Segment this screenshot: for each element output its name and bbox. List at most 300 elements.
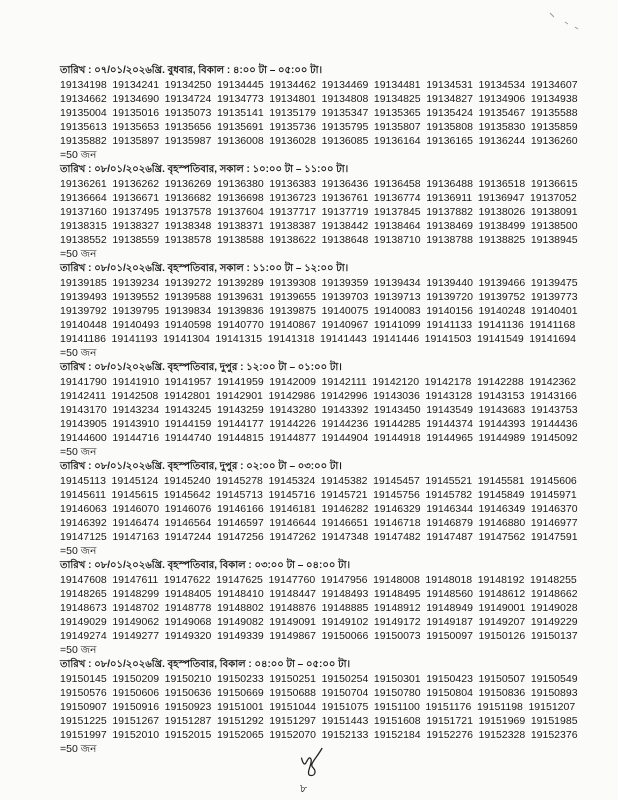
roll-row — [60, 700, 605, 714]
roll-number: 19147608 — [60, 574, 107, 586]
roll-number: 19143392 — [321, 404, 369, 416]
roll-row — [60, 403, 605, 417]
roll-number: 19146063 — [60, 503, 107, 515]
roll-number: 19135016 — [112, 107, 160, 119]
roll-number: 19139773 — [530, 291, 578, 303]
roll-number: 19146166 — [216, 503, 264, 515]
roll-number: 19151969 — [478, 715, 526, 727]
roll-row — [60, 134, 605, 148]
roll-number: 19145971 — [530, 489, 577, 501]
roll-number: 19141790 — [60, 376, 107, 388]
roll-number: 19145581 — [477, 475, 525, 487]
roll-number: 19139875 — [269, 305, 316, 317]
roll-number: 19139440 — [426, 277, 473, 289]
roll-number: 19150145 — [60, 673, 107, 685]
roll-number: 19149867 — [269, 630, 316, 642]
roll-number: 19138442 — [321, 220, 369, 232]
roll-number: 19143128 — [425, 390, 473, 402]
roll-number: 19148495 — [373, 588, 421, 600]
roll-number: 19140248 — [478, 305, 526, 317]
roll-number: 19152276 — [426, 729, 473, 741]
roll-number: 19139795 — [112, 305, 160, 317]
roll-row — [60, 120, 605, 134]
roll-number: 19144600 — [60, 432, 107, 444]
roll-number: 19135830 — [478, 121, 526, 133]
roll-number: 19134250 — [164, 79, 212, 91]
roll-number: 19145278 — [216, 475, 263, 487]
roll-row — [60, 177, 605, 191]
roll-number: 19145240 — [163, 475, 211, 487]
roll-number: 19150549 — [530, 673, 578, 685]
roll-number: 19144815 — [216, 432, 264, 444]
roll-number: 19149001 — [478, 602, 526, 614]
roll-number: 19134825 — [373, 93, 421, 105]
roll-number: 19145716 — [268, 489, 316, 501]
roll-number: 19141193 — [111, 333, 158, 345]
roll-number: 19152065 — [216, 729, 264, 741]
roll-number: 19150066 — [321, 630, 369, 642]
roll-number: 19143905 — [60, 418, 107, 430]
roll-number: 19150916 — [112, 701, 160, 713]
session-heading: তারিখ : ০৮/০১/২০২৬খ্রি. বৃহস্পতিবার, দুপুর : ০২:০০ টা – ০৩:০০ টা। — [60, 461, 342, 472]
roll-number: 19136028 — [269, 135, 316, 147]
roll-row — [60, 417, 605, 431]
roll-number: 19135987 — [164, 135, 212, 147]
roll-number: 19151001 — [216, 701, 264, 713]
roll-row — [60, 488, 605, 502]
roll-row — [60, 629, 605, 643]
roll-number: 19138371 — [216, 220, 264, 232]
roll-number: 19149229 — [530, 616, 578, 628]
session-block — [60, 163, 605, 261]
roll-number: 19143234 — [112, 404, 160, 416]
roll-number: 19145113 — [60, 475, 106, 487]
roll-number: 19136671 — [112, 192, 160, 204]
roll-number: 19140493 — [112, 319, 160, 331]
roll-number: 19141099 — [373, 319, 421, 331]
roll-number: 19148802 — [216, 602, 264, 614]
roll-number: 19143166 — [530, 390, 577, 402]
roll-number: 19136244 — [478, 135, 526, 147]
roll-number: 19142986 — [268, 390, 316, 402]
roll-number: 19144226 — [269, 418, 316, 430]
roll-number: 19135859 — [530, 121, 578, 133]
roll-number: 19150233 — [216, 673, 264, 685]
roll-number: 19137495 — [112, 206, 160, 218]
roll-number: 19144374 — [426, 418, 473, 430]
roll-number: 19135004 — [60, 107, 107, 119]
roll-number: 19134462 — [269, 79, 316, 91]
roll-number: 19137845 — [373, 206, 421, 218]
roll-number: 19149068 — [164, 616, 212, 628]
roll-number: 19152010 — [112, 729, 160, 741]
roll-number: 19148560 — [426, 588, 473, 600]
roll-number: 19138387 — [269, 220, 316, 232]
roll-row — [60, 92, 605, 106]
roll-number: 19144177 — [216, 418, 264, 430]
roll-number: 19141304 — [163, 333, 210, 345]
roll-number: 19150907 — [60, 701, 107, 713]
roll-number: 19149172 — [373, 616, 421, 628]
roll-number: 19147163 — [112, 531, 160, 543]
roll-number: 19151721 — [426, 715, 473, 727]
roll-number: 19150836 — [478, 687, 526, 699]
roll-number: 19138552 — [60, 234, 107, 246]
roll-number: 19134724 — [164, 93, 212, 105]
roll-number: 19147622 — [163, 574, 211, 586]
roll-number: 19143280 — [269, 404, 316, 416]
roll-number: 19142996 — [320, 390, 368, 402]
roll-number: 19135141 — [216, 107, 264, 119]
roll-number: 19134801 — [269, 93, 316, 105]
roll-number: 19148410 — [216, 588, 264, 600]
roll-number: 19135073 — [164, 107, 212, 119]
roll-row — [60, 318, 605, 332]
roll-number: 19145782 — [425, 489, 473, 501]
session-heading: তারিখ : ০৮/০১/২০২৬খ্রি. বৃহস্পতিবার, সকাল : ১০:০০ টা – ১১:০০ টা। — [60, 164, 349, 175]
roll-number: 19137578 — [164, 206, 212, 218]
roll-number: 19139466 — [478, 277, 526, 289]
roll-number: 19135808 — [426, 121, 473, 133]
roll-number: 19148405 — [164, 588, 212, 600]
roll-number: 19139588 — [164, 291, 212, 303]
roll-number: 19143910 — [112, 418, 160, 430]
roll-number: 19141133 — [426, 319, 473, 331]
session-heading: তারিখ : ০৮/০১/২০২৬খ্রি. বৃহস্পতিবার, দুপুর : ১২:০০ টা – ০১:০০ টা। — [60, 362, 342, 373]
roll-number: 19136165 — [426, 135, 473, 147]
roll-number: 19139234 — [112, 277, 160, 289]
roll-number: 19135347 — [321, 107, 369, 119]
roll-number: 19144436 — [530, 418, 578, 430]
roll-number: 19146977 — [530, 517, 578, 529]
roll-number: 19143245 — [164, 404, 212, 416]
roll-number: 19138327 — [112, 220, 160, 232]
roll-number: 19143036 — [373, 390, 420, 402]
roll-number: 19150423 — [426, 673, 473, 685]
roll-number: 19145606 — [530, 475, 577, 487]
roll-number: 19134198 — [60, 79, 107, 91]
roll-number: 19139792 — [60, 305, 107, 317]
roll-number: 19136698 — [216, 192, 264, 204]
roll-number: 19139308 — [269, 277, 316, 289]
session-block — [60, 460, 605, 558]
roll-number: 19150669 — [216, 687, 264, 699]
roll-number: 19135467 — [478, 107, 526, 119]
roll-number: 19136383 — [269, 178, 316, 190]
roll-number: 19144159 — [164, 418, 212, 430]
roll-number: 19152133 — [321, 729, 369, 741]
roll-number: 19134607 — [530, 79, 578, 91]
roll-number: 19142901 — [216, 390, 263, 402]
roll-number: 19150209 — [112, 673, 160, 685]
roll-number: 19147562 — [478, 531, 526, 543]
roll-number: 19145756 — [373, 489, 420, 501]
roll-number: 19137160 — [60, 206, 107, 218]
roll-number: 19143153 — [477, 390, 525, 402]
roll-number: 19146392 — [60, 517, 107, 529]
roll-number: 19146880 — [478, 517, 526, 529]
roll-number: 19144989 — [478, 432, 526, 444]
roll-number: 19144236 — [321, 418, 369, 430]
roll-number: 19146329 — [373, 503, 421, 515]
roll-number: 19138499 — [478, 220, 526, 232]
signature — [290, 740, 340, 780]
roll-number: 19151985 — [530, 715, 578, 727]
roll-row — [60, 276, 605, 290]
roll-number: 19150507 — [478, 673, 526, 685]
roll-number: 19150137 — [530, 630, 578, 642]
roll-number: 19142801 — [163, 390, 211, 402]
roll-number: 19151176 — [425, 701, 472, 713]
roll-number: 19142178 — [424, 376, 472, 388]
roll-number: 19135897 — [112, 135, 160, 147]
roll-number: 19146879 — [426, 517, 473, 529]
roll-number: 19148912 — [373, 602, 421, 614]
roll-number: 19141910 — [112, 376, 160, 388]
roll-number: 19139289 — [216, 277, 264, 289]
roll-number: 19145721 — [320, 489, 368, 501]
roll-number: 19136436 — [321, 178, 369, 190]
roll-number: 19141959 — [216, 376, 264, 388]
roll-row — [60, 332, 605, 346]
roll-number: 19149062 — [112, 616, 160, 628]
roll-number: 19139752 — [478, 291, 526, 303]
roll-number: 19136261 — [60, 178, 107, 190]
roll-number: 19152015 — [164, 729, 212, 741]
roll-number: 19148265 — [60, 588, 107, 600]
roll-number: 19152070 — [269, 729, 316, 741]
roll-number: 19143549 — [426, 404, 473, 416]
roll-number: 19136380 — [216, 178, 264, 190]
roll-row — [60, 530, 605, 544]
roll-number: 19141446 — [372, 333, 420, 345]
roll-number: 19149320 — [164, 630, 212, 642]
roll-number: 19146597 — [216, 517, 264, 529]
roll-number: 19134773 — [216, 93, 264, 105]
roll-number: 19138315 — [60, 220, 107, 232]
roll-number: 19150073 — [373, 630, 421, 642]
roll-number: 19139836 — [216, 305, 264, 317]
roll-number: 19150893 — [530, 687, 578, 699]
roll-number: 19147611 — [112, 574, 159, 586]
roll-number: 19149102 — [321, 616, 369, 628]
roll-row — [60, 601, 605, 615]
roll-number: 19149277 — [112, 630, 160, 642]
roll-number: 19135656 — [164, 121, 212, 133]
roll-number: 19145092 — [530, 432, 578, 444]
roll-number: 19144716 — [112, 432, 160, 444]
roll-number: 19139720 — [426, 291, 473, 303]
roll-number: 19134690 — [112, 93, 160, 105]
roll-number: 19143753 — [530, 404, 578, 416]
roll-number: 19140075 — [321, 305, 369, 317]
roll-number: 19137719 — [321, 206, 369, 218]
roll-number: 19143683 — [478, 404, 526, 416]
roll-number: 19141549 — [476, 333, 524, 345]
roll-number: 19135807 — [373, 121, 421, 133]
roll-row — [60, 502, 605, 516]
roll-number: 19143450 — [373, 404, 421, 416]
roll-number: 19146181 — [269, 503, 316, 515]
roll-number: 19141168 — [529, 319, 576, 331]
roll-number: 19138825 — [478, 234, 526, 246]
roll-number: 19139834 — [164, 305, 212, 317]
roll-row — [60, 587, 605, 601]
roll-number: 19136664 — [60, 192, 107, 204]
roll-number: 19134469 — [321, 79, 369, 91]
roll-number: 19137604 — [216, 206, 264, 218]
roll-number: 19148612 — [478, 588, 526, 600]
roll-number: 19145849 — [477, 489, 525, 501]
roll-row — [60, 375, 605, 389]
roll-number: 19139272 — [164, 277, 212, 289]
roll-number: 19149028 — [530, 602, 578, 614]
roll-row — [60, 78, 605, 92]
roll-number: 19141315 — [215, 333, 263, 345]
roll-number: 19141443 — [320, 333, 367, 345]
roll-number: 19150254 — [321, 673, 369, 685]
session-total: =50 জন — [60, 347, 97, 359]
roll-row — [60, 573, 605, 587]
roll-number: 19135653 — [112, 121, 160, 133]
roll-number: 19134938 — [530, 93, 578, 105]
roll-number: 19145713 — [216, 489, 263, 501]
roll-number: 19138464 — [373, 220, 421, 232]
roll-number: 19138578 — [164, 234, 212, 246]
page-number: ৮ — [300, 783, 308, 795]
roll-number: 19136008 — [216, 135, 264, 147]
session-total: =50 জন — [60, 545, 97, 557]
roll-number: 19141503 — [424, 333, 472, 345]
session-total: =50 জন — [60, 446, 97, 458]
roll-number: 19134662 — [60, 93, 107, 105]
roll-row — [60, 516, 605, 530]
roll-number: 19148493 — [321, 588, 369, 600]
roll-number: 19139359 — [321, 277, 369, 289]
roll-number: 19151100 — [373, 701, 420, 713]
roll-number: 19142009 — [269, 376, 316, 388]
roll-number: 19145382 — [320, 475, 368, 487]
roll-number: 19134481 — [373, 79, 421, 91]
roll-number: 19147625 — [216, 574, 263, 586]
roll-number: 19144393 — [478, 418, 526, 430]
roll-number: 19145324 — [268, 475, 316, 487]
roll-number: 19138469 — [426, 220, 473, 232]
roll-number: 19136458 — [373, 178, 421, 190]
roll-number: 19138710 — [373, 234, 421, 246]
roll-number: 19149339 — [216, 630, 264, 642]
roll-number: 19145642 — [163, 489, 211, 501]
roll-number: 19139631 — [216, 291, 264, 303]
roll-number: 19147256 — [216, 531, 264, 543]
roll-number: 19146344 — [426, 503, 473, 515]
roll-number: 19146718 — [373, 517, 421, 529]
roll-number: 19138622 — [269, 234, 316, 246]
roll-number: 19139493 — [60, 291, 107, 303]
roll-number: 19144918 — [373, 432, 421, 444]
roll-number: 19149274 — [60, 630, 107, 642]
roll-number: 19140156 — [426, 305, 473, 317]
roll-number: 19137052 — [530, 192, 577, 204]
roll-number: 19136488 — [426, 178, 473, 190]
roll-row — [60, 474, 605, 488]
roll-number: 19148018 — [425, 574, 473, 586]
roll-number: 19134241 — [112, 79, 160, 91]
roll-row — [60, 672, 605, 686]
roll-number: 19134445 — [216, 79, 264, 91]
roll-number: 19148008 — [373, 574, 420, 586]
roll-number: 19150780 — [373, 687, 421, 699]
roll-number: 19146070 — [112, 503, 160, 515]
roll-number: 19151075 — [321, 701, 369, 713]
session-heading: তারিখ : ০৮/০১/২০২৬খ্রি. বৃহস্পতিবার, সকাল : ১১:০০ টা – ১২:০০ টা। — [60, 263, 349, 274]
roll-row — [60, 615, 605, 629]
roll-number: 19134808 — [321, 93, 369, 105]
roll-number: 19140083 — [373, 305, 421, 317]
roll-number: 19139552 — [112, 291, 160, 303]
roll-number: 19135365 — [373, 107, 421, 119]
roll-number: 19150126 — [478, 630, 526, 642]
roll-number: 19138945 — [530, 234, 578, 246]
session-block — [60, 64, 605, 162]
roll-number: 19151198 — [476, 701, 523, 713]
roll-number: 19141186 — [60, 333, 106, 345]
roll-number: 19139713 — [373, 291, 421, 303]
roll-number: 19136164 — [373, 135, 421, 147]
roll-number: 19144965 — [426, 432, 473, 444]
roll-number: 19134534 — [478, 79, 526, 91]
roll-number: 19136911 — [426, 192, 473, 204]
roll-number: 19138091 — [530, 206, 578, 218]
roll-number: 19148876 — [269, 602, 316, 614]
roll-number: 19135588 — [530, 107, 578, 119]
roll-number: 19151608 — [373, 715, 421, 727]
roll-row — [60, 686, 605, 700]
roll-number: 19140401 — [530, 305, 578, 317]
roll-number: 19151207 — [528, 701, 576, 713]
roll-number: 19142120 — [372, 376, 420, 388]
roll-number: 19142508 — [111, 390, 159, 402]
roll-number: 19136761 — [321, 192, 369, 204]
roll-number: 19135613 — [60, 121, 107, 133]
roll-number: 19150606 — [112, 687, 160, 699]
roll-number: 19148447 — [269, 588, 316, 600]
session-heading: তারিখ : ০৮/০১/২০২৬খ্রি. বৃহস্পতিবার, বিকাল : ০৩:০০ টা – ০৪:০০ টা। — [60, 560, 351, 571]
roll-number: 19135424 — [426, 107, 473, 119]
roll-number: 19151044 — [269, 701, 316, 713]
roll-number: 19140770 — [216, 319, 264, 331]
roll-row — [60, 191, 605, 205]
session-heading: তারিখ : ০৮/০১/২০২৬খ্রি. বৃহস্পতিবার, বিকাল : ০৪:০০ টা – ০৫:০০ টা। — [60, 659, 351, 670]
roll-number: 19150210 — [164, 673, 212, 685]
roll-number: 19140867 — [269, 319, 316, 331]
roll-number: 19148702 — [112, 602, 160, 614]
roll-row — [60, 389, 605, 403]
roll-number: 19147244 — [164, 531, 212, 543]
roll-number: 19147591 — [530, 531, 578, 543]
roll-number: 19149082 — [216, 616, 264, 628]
roll-number: 19147348 — [321, 531, 369, 543]
roll-number: 19145521 — [425, 475, 473, 487]
scan-mark — [545, 8, 585, 33]
roll-row — [60, 431, 605, 445]
roll-number: 19151292 — [216, 715, 264, 727]
roll-number: 19145615 — [111, 489, 159, 501]
roll-number: 19142411 — [60, 390, 106, 402]
roll-number: 19139703 — [321, 291, 369, 303]
roll-number: 19140598 — [164, 319, 212, 331]
roll-number: 19152376 — [530, 729, 578, 741]
